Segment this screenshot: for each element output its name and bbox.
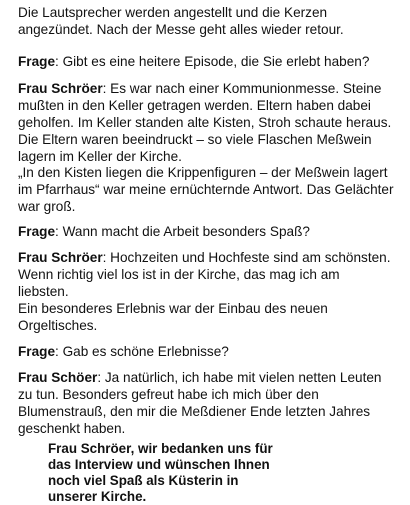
speaker-label: Frau Schöer (18, 370, 98, 385)
answer-line: zu tun. Besonders gefreut habe ich mich über den (18, 387, 319, 402)
answer-line: war groß. (18, 199, 76, 214)
answer-line: mußten in den Keller getragen werden. Eltern haben dabei (18, 98, 371, 113)
speaker-label: Frage (18, 224, 56, 239)
answer-line: „In den Kisten liegen die Krippenfiguren – der Meßwein lagert (18, 165, 388, 180)
closing-line: noch viel Spaß als Küsterin in (48, 473, 239, 488)
answer-text: : Es war nach einer Kommunionmesse. Steine (102, 81, 382, 96)
answer-line: Ein besonderes Erlebnis war der Einbau des neuen (18, 301, 328, 316)
closing-line: das Interview und wünschen Ihnen (48, 457, 270, 472)
answer-text: : Hochzeiten und Hochfeste sind am schönsten. (102, 250, 391, 265)
answer-text: : Ja natürlich, ich habe mit vielen netten Leuten (97, 370, 382, 385)
answer-line: Orgeltisches. (18, 318, 98, 333)
answer-line: geschenkt haben. (18, 421, 126, 436)
intro-line: angezündet. Nach der Messe geht alles wieder retour. (18, 22, 344, 37)
speaker-label: Frage (18, 344, 56, 359)
answer-line: Blumenstrauß, den mir die Meßdiener Ende letzten Jahres (18, 404, 371, 419)
speaker-label: Frage (18, 54, 56, 69)
question-text: : Gibt es eine heitere Episode, die Sie erlebt haben? (55, 54, 370, 69)
closing-line: unserer Kirche. (48, 489, 147, 504)
question-text: : Gab es schöne Erlebnisse? (55, 344, 229, 359)
intro-line: Die Lautsprecher werden angestellt und die Kerzen (18, 5, 328, 20)
answer-line: lagern im Keller der Kirche. (18, 149, 182, 164)
question-text: : Wann macht die Arbeit besonders Spaß? (55, 224, 310, 239)
answer-line: im Pfarrhaus“ war meine ernüchternde Antwort. Das Gelächter (18, 182, 394, 197)
closing-line: Frau Schröer, wir bedanken uns für (48, 441, 273, 456)
answer-line (18, 369, 381, 386)
question-line (18, 53, 369, 70)
answer-line: Wenn richtig viel los ist in der Kirche, das mag ich am (18, 267, 340, 282)
question-line (18, 343, 229, 360)
question-line (18, 223, 310, 240)
answer-line: liebsten. (18, 284, 69, 299)
speaker-label: Frau Schröer (18, 81, 103, 96)
answer-line: geholfen. Im Keller standen alte Kisten, Stroh schaute heraus. (18, 115, 392, 130)
answer-line (18, 80, 381, 97)
speaker-label: Frau Schröer (18, 250, 103, 265)
answer-line (18, 249, 391, 266)
answer-line: Die Eltern waren beeindruckt – so viele Flaschen Meßwein (18, 132, 372, 147)
